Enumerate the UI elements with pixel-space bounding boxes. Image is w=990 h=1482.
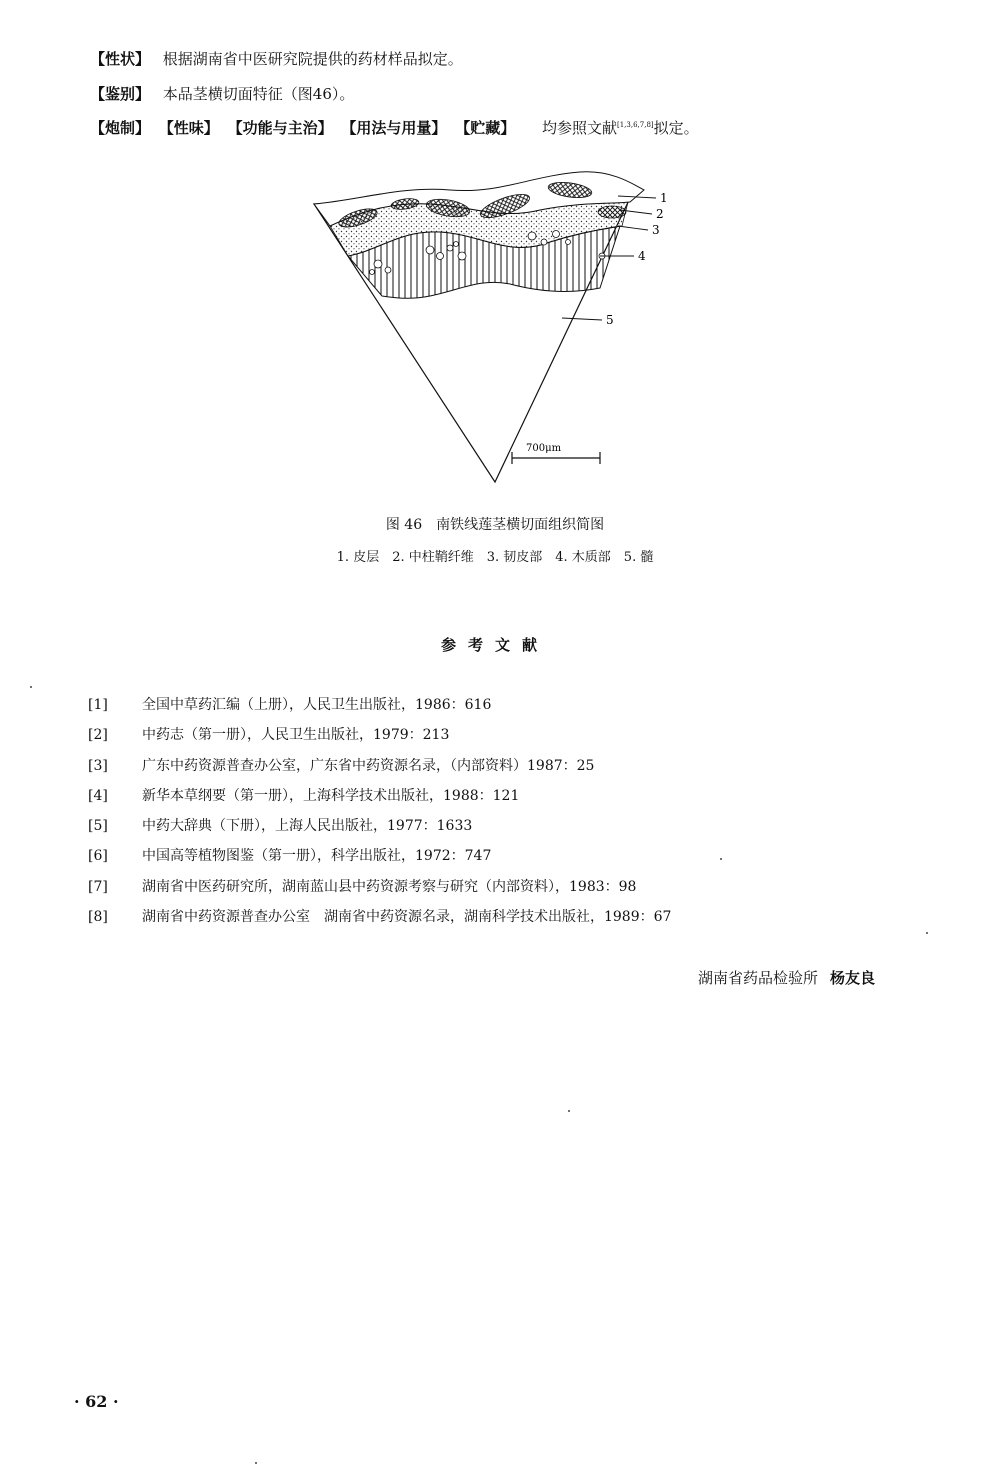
reference-text: 新华本草纲要（第一册），上海科学技术出版社，1988：121: [142, 788, 520, 804]
citation-superscript: [1,3,6,7,8]: [617, 121, 654, 129]
reference-number: [5]: [88, 818, 108, 834]
section-tag: 【贮藏】: [455, 119, 516, 137]
figure-legend: 1. 皮层 2. 中柱鞘纤维 3. 韧皮部 4. 木质部 5. 髓: [336, 550, 654, 565]
reference-text: 广东中药资源普查办公室，广东省中药资源名录，（内部资料）1987：25: [142, 758, 595, 774]
scan-speck: [568, 1110, 570, 1112]
section-tag: 【鉴别】: [90, 85, 151, 103]
label-4: 4: [638, 249, 646, 263]
reference-text: 全国中草药汇编（上册），人民卫生出版社，1986：616: [142, 697, 492, 713]
scan-speck: [255, 1462, 257, 1464]
reference-item: [88, 724, 449, 744]
reference-item: [88, 785, 519, 805]
reference-number: [7]: [88, 879, 108, 895]
reference-text: 湖南省中医药研究所，湖南蓝山县中药资源考察与研究（内部资料），1983：98: [142, 879, 637, 895]
reference-item: [88, 845, 491, 865]
section-text: 拟定。: [653, 119, 699, 137]
section-tag: 【性状】: [90, 50, 151, 68]
stem-cross-section-diagram: [300, 160, 680, 500]
label-3: 3: [652, 223, 660, 237]
author-line: [698, 967, 875, 988]
section-combined: [90, 117, 699, 138]
reference-number: [1]: [88, 697, 108, 713]
reference-item: [88, 694, 491, 714]
scan-speck: [720, 858, 722, 860]
reference-number: [8]: [88, 909, 108, 925]
section-jianbie: [90, 83, 354, 104]
label-5: 5: [606, 313, 614, 327]
section-tag: 【功能与主治】: [227, 119, 333, 137]
reference-item: [88, 815, 472, 835]
section-tag: 【性味】: [158, 119, 219, 137]
reference-number: [2]: [88, 727, 108, 743]
reference-item: [88, 755, 594, 775]
author-name: 杨友良: [830, 969, 876, 987]
reference-number: [4]: [88, 788, 108, 804]
scan-speck: [926, 932, 928, 934]
section-text: 根据湖南省中医研究院提供的药材样品拟定。: [162, 50, 463, 68]
reference-item: [88, 906, 671, 926]
reference-number: [6]: [88, 848, 108, 864]
page-number: · 62 ·: [74, 1392, 119, 1411]
section-text: 本品茎横切面特征（图46）。: [162, 85, 355, 103]
section-xingzhuang: [90, 48, 463, 69]
label-1: 1: [660, 191, 668, 205]
label-2: 2: [656, 207, 664, 221]
fiber-cluster: [598, 206, 626, 218]
references-title: 参考文献: [440, 636, 549, 654]
reference-text: 中药大辞典（下册），上海人民出版社，1977：1633: [142, 818, 473, 834]
reference-text: 中药志（第一册），人民卫生出版社，1979：213: [142, 727, 450, 743]
reference-text: 湖南省中药资源普查办公室 湖南省中药资源名录，湖南科学技术出版社，1989：67: [142, 909, 672, 925]
section-text: 均参照文献: [541, 119, 617, 137]
figure-caption: 图 46 南铁线莲茎横切面组织简图: [385, 517, 605, 533]
reference-number: [3]: [88, 758, 108, 774]
section-tag: 【用法与用量】: [341, 119, 447, 137]
reference-item: [88, 876, 636, 896]
scale-bar-label: 700μm: [526, 443, 562, 454]
author-affiliation: 湖南省药品检验所: [698, 969, 819, 987]
scan-speck: [30, 686, 32, 688]
reference-text: 中国高等植物图鉴（第一册），科学出版社，1972：747: [142, 848, 492, 864]
section-tag: 【炮制】: [90, 119, 151, 137]
